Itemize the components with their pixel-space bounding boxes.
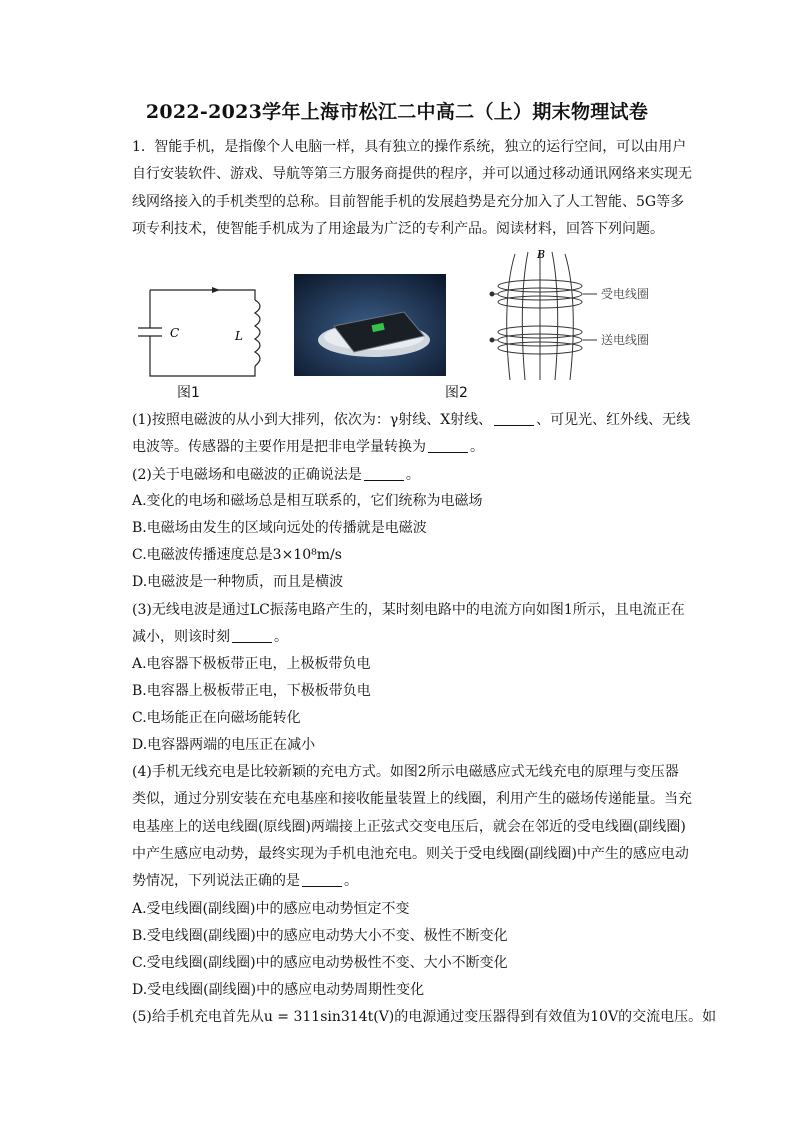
sub-question-1 [132, 407, 692, 462]
option-3a[interactable]: A.电容器下极板带正电，上极板带负电 [132, 656, 371, 672]
sub-question-4 [132, 759, 692, 895]
answer-blank[interactable] [428, 438, 468, 453]
question-intro-text: 智能手机，是指像个人电脑一样，具有独立的操作系统，独立的运行空间，可以由用户自行安装软件、游戏、导航等第三方服务商提供的程序，并可以通过移动通讯网络来实现无线网络接入的手机类型的总称。目前智能手机的发展趋势是充分加入了人工智能、5G等多项专利技术，使智能手机成为了用途最为广泛的专利产品。阅读材料，回答下列问题。 [132, 139, 692, 237]
option-2b[interactable]: B.电磁场由发生的区域向远处的传播就是电磁波 [132, 520, 427, 536]
page-title: 2022-2023学年上海市松江二中高二（上）期末物理试卷 [145, 101, 649, 123]
option-3c[interactable]: C.电场能正在向磁场能转化 [132, 710, 301, 726]
option-4b[interactable]: B.受电线圈(副线圈)中的感应电动势大小不变、极性不断变化 [132, 928, 508, 944]
figure-2-label: 图2 [445, 385, 468, 401]
answer-blank[interactable] [232, 628, 272, 643]
field-b-label: B [537, 248, 546, 261]
answer-blank[interactable] [494, 411, 534, 426]
sub-question-3 [132, 597, 692, 652]
send-coil-label: 送电线圈 [601, 333, 650, 347]
sub-question-5: (5)给手机充电首先从u = 311sin314t(V)的电源通过变压器得到有效值为10V的交流电压。如 [132, 1009, 717, 1025]
option-3b[interactable]: B.电容器上极板带正电，下极板带负电 [132, 683, 371, 699]
sub-question-1-text-a: (1)按照电磁波的从小到大排列，依次为：γ射线、X射线、 [132, 412, 493, 428]
option-2d[interactable]: D.电磁波是一种物质，而且是横波 [132, 574, 344, 590]
question-number: 1. [132, 139, 146, 155]
sub-question-4-end: 。 [344, 873, 358, 890]
option-4d[interactable]: D.受电线圈(副线圈)中的感应电动势周期性变化 [132, 982, 425, 998]
receive-coil-label: 受电线圈 [601, 287, 650, 301]
option-4c[interactable]: C.受电线圈(副线圈)中的感应电动势极性不变、大小不断变化 [132, 955, 508, 971]
sub-question-3-text: (3)无线电波是通过LC振荡电路产生的，某时刻电路中的电流方向如图1所示，且电流正在减小，则该时刻 [132, 602, 685, 646]
option-3d[interactable]: D.电容器两端的电压正在减小 [132, 737, 316, 753]
wireless-charger-photo [294, 274, 446, 376]
option-4a[interactable]: A.受电线圈(副线圈)中的感应电动势恒定不变 [132, 901, 410, 917]
answer-blank[interactable] [302, 872, 342, 887]
sub-question-3-end: 。 [274, 629, 288, 646]
sub-question-4-text: (4)手机无线充电是比较新颖的充电方式。如图2所示电磁感应式无线充电的原理与变压器类似，通过分别安装在充电基座和接收能量装置上的线圈，利用产生的磁场传递能量。当充电基座上的送电线圈(原线圈)两端接上正弦式交变电压后，就会在邻近的受电线圈(副线圈)中产生感应电动势，最终实现为手机电池充电。则关于受电线圈(副线圈)中产生的感应电动势情况，下列说法正确的是 [132, 764, 692, 890]
question-1-intro [132, 134, 692, 243]
figures-row [120, 248, 700, 408]
sub-question-2-end: 。 [405, 467, 420, 483]
coil-diagram [485, 246, 665, 381]
inductor-label: L [235, 329, 243, 343]
sub-question-1-text-c: 。 [470, 439, 484, 456]
sub-question-1-text-b: 、可见光、红外线、无线电波等。传感器的主要作用是把非电学量转换为 [132, 412, 691, 456]
sub-question-2 [132, 462, 692, 489]
sub-question-2-text: (2)关于电磁场和电磁波的正确说法是 [132, 467, 362, 483]
lc-circuit-diagram [130, 278, 280, 388]
capacitor-label: C [170, 326, 180, 340]
answer-blank[interactable] [364, 466, 404, 481]
option-2a[interactable]: A.变化的电场和磁场总是相互联系的，它们统称为电磁场 [132, 493, 483, 509]
figure-1-label: 图1 [177, 385, 200, 401]
option-2c[interactable]: C.电磁波传播速度总是3×10⁸m/s [132, 547, 342, 563]
